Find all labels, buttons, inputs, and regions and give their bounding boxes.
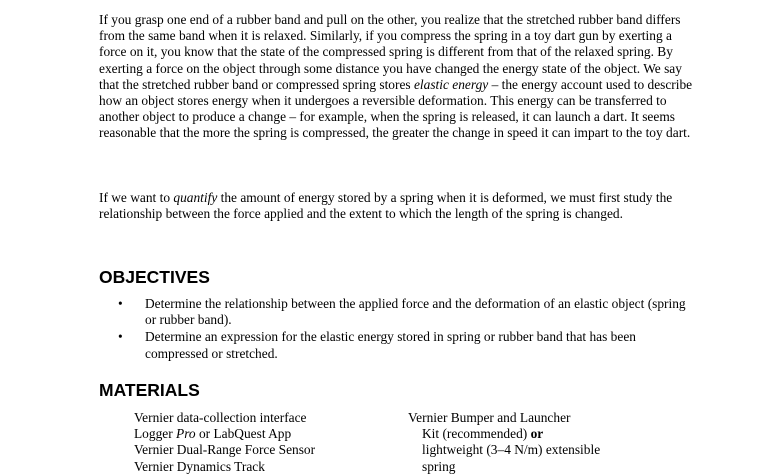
objective-item	[99, 329, 699, 361]
intro-paragraph-1	[99, 12, 695, 142]
intro-p2-emphasis: quantify	[173, 190, 218, 205]
material-item: Vernier data-collection interface	[134, 410, 307, 425]
objectives-list	[99, 296, 699, 363]
material-item: Vernier Dual-Range Force Sensor	[134, 442, 316, 458]
intro-p2-text-b: the amount of energy stored by a spring when it is deformed, we must first study the relationship between the force applied and the extent to which the length of the spring is changed.	[99, 190, 673, 222]
objective-text: Determine an expression for the elastic energy stored in spring or rubber band that has been compressed or stretched.	[145, 329, 636, 361]
bullet-marker: •	[118, 296, 123, 311]
material-item: lightweight (3–4 N/m) extensible	[422, 442, 601, 458]
material-emphasis: Pro	[176, 426, 196, 442]
objective-text: Determine the relationship between the applied force and the deformation of an elastic object (spring or rubber band).	[145, 296, 686, 328]
material-item	[134, 426, 394, 442]
materials-left-column	[134, 410, 394, 475]
intro-p1-text-a: If you grasp one end of a rubber band and pull on the other, you realize that the stretched rubber band differs from the same band when it is relaxed. Similarly, if you compress the spring in a toy dart gun by exerting a force on it, you know that the state of the compressed spring is different from that of the relaxed spring. By exerting a force on the object through some distance you have changed the energy state of the object. We say that the stretched rubber band or compressed spring stores	[99, 12, 682, 92]
material-item: Vernier Bumper and Launcher	[408, 410, 571, 425]
materials-heading: MATERIALS	[99, 380, 200, 400]
bullet-marker: •	[118, 329, 123, 345]
intro-p1-text-b: – the energy account used to describe how an object stores energy when it undergoes a reversible deformation. This energy can be transferred to another object to produce a change – for example, when the spring is released, it can launch a dart. It seems reasonable that the more the spring is compressed, the greater the change in speed it can impart to the toy dart.	[99, 76, 693, 141]
materials-right-column	[408, 410, 668, 475]
material-text: Logger	[134, 426, 177, 442]
intro-p1-emphasis: elastic energy	[413, 76, 489, 92]
material-item: Vernier Dynamics Track	[134, 458, 265, 474]
intro-p2-text-a: If we want to	[99, 190, 174, 205]
objectives-heading: OBJECTIVES	[99, 267, 210, 287]
material-text: Kit (recommended)	[422, 426, 531, 442]
material-text: or LabQuest App	[195, 426, 292, 442]
material-bold: or	[530, 426, 544, 442]
intro-paragraph-2	[99, 190, 695, 222]
objective-item	[99, 296, 699, 328]
material-item	[408, 426, 668, 442]
material-item: spring	[422, 458, 456, 474]
